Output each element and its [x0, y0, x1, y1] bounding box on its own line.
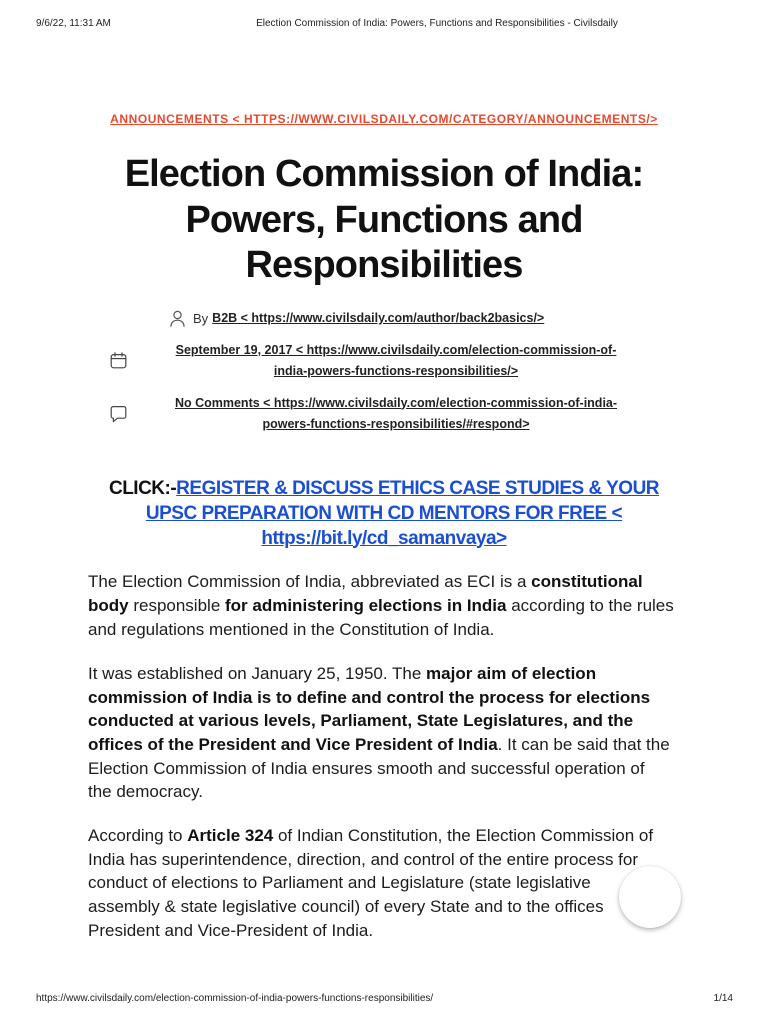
article-paragraph: [88, 662, 670, 804]
promo-prefix: CLICK:-: [108, 477, 177, 499]
paragraph-bold-text: major aim of election: [426, 664, 597, 684]
print-datetime: 9/6/22, 11:31 AM: [36, 18, 111, 29]
paragraph-text: India has superintendence, direction, and control of the entire process for: [88, 849, 639, 869]
paragraph-bold-text: Article 324: [187, 826, 274, 846]
mentor-registration-link[interactable]: [146, 478, 659, 549]
paragraph-bold-text: body: [88, 596, 129, 615]
comments-link[interactable]: [136, 393, 656, 435]
print-url: https://www.civilsdaily.com/election-commission-of-india-powers-functions-responsibilities/: [36, 993, 434, 1004]
paragraph-text: President and Vice-President of India.: [88, 920, 374, 940]
promo-link-line: UPSC PREPARATION WITH CD MENTORS FOR FREE <: [145, 502, 623, 524]
article-paragraph: [88, 824, 653, 942]
paragraph-bold-text: commission of India is to define and control the process for elections: [88, 687, 651, 707]
paragraph-text: assembly & state legislative council) of every State and to the offices: [88, 896, 604, 916]
user-icon: [170, 310, 185, 327]
page-title: Election Commission of India: Powers, Functions and Responsibilities: [124, 153, 644, 286]
paragraph-bold-text: constitutional: [531, 572, 643, 591]
paragraph-text: according to the rules: [506, 596, 674, 615]
promo-link-line: REGISTER & DISCUSS ETHICS CASE STUDIES & YOUR: [176, 477, 660, 499]
paragraph-text: According to: [88, 826, 188, 846]
article-paragraph: [88, 570, 674, 642]
post-date-link[interactable]: [136, 340, 656, 382]
promo-banner: [0, 476, 768, 551]
paragraph-text: the democracy.: [88, 782, 203, 802]
paragraph-text: . It can be said that the: [497, 734, 670, 754]
paragraph-bold-text: conducted at various levels, Parliament, State Legislatures, and the: [88, 711, 634, 731]
comments-line: No Comments < https://www.civilsdaily.com/election-commission-of-india-: [174, 395, 618, 410]
comments-line: powers-functions-responsibilities/#respond>: [262, 416, 530, 431]
paragraph-text: and regulations mentioned in the Constitution of India.: [88, 620, 495, 639]
calendar-icon: [110, 352, 127, 369]
paragraph-text: of Indian Constitution, the Election Commission of: [273, 826, 654, 846]
paragraph-text: conduct of elections to Parliament and Legislature (state legislative: [88, 873, 591, 893]
author-row: [170, 309, 544, 327]
print-page-title: Election Commission of India: Powers, Functions and Responsibilities - Civilsdaily: [256, 18, 618, 29]
category-link-announcements[interactable]: ANNOUNCEMENTS < HTTPS://WWW.CIVILSDAILY.COM/CATEGORY/ANNOUNCEMENTS/>: [110, 112, 658, 126]
paragraph-text: The Election Commission of India, abbreviated as ECI is a: [88, 572, 532, 591]
author-link[interactable]: B2B < https://www.civilsdaily.com/author/back2basics/>: [212, 311, 545, 325]
post-date-line: September 19, 2017 < https://www.civilsdaily.com/election-commission-of-: [175, 342, 617, 357]
paragraph-bold-text: offices of the President and Vice President of India: [88, 734, 498, 754]
paragraph-bold-text: for administering elections in India: [225, 596, 507, 615]
floating-circle-button[interactable]: [619, 866, 681, 928]
comment-icon: [110, 405, 127, 422]
promo-link-line: https://bit.ly/cd_samanvaya>: [261, 527, 507, 549]
paragraph-text: Election Commission of India ensures smooth and successful operation of: [88, 758, 645, 778]
post-date-line: india-powers-functions-responsibilities/>: [273, 363, 519, 378]
paragraph-text: responsible: [128, 596, 225, 615]
paragraph-text: It was established on January 25, 1950. The: [88, 664, 427, 684]
author-prefix: By: [193, 310, 209, 326]
print-page-number: 1/14: [713, 993, 733, 1004]
